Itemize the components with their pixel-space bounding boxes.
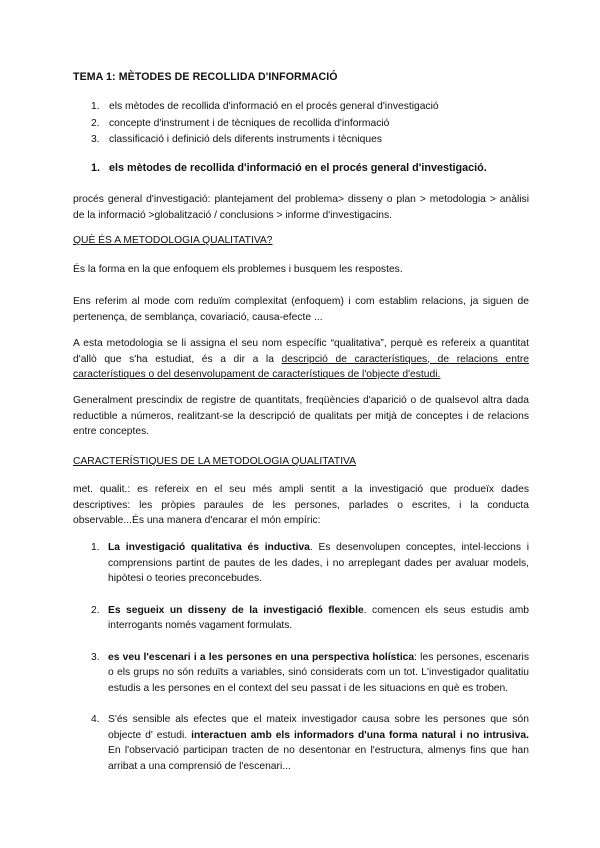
heading-que-es: QUÈ ÉS A METODOLOGIA QUALITATIVA?	[73, 235, 273, 246]
toc-item-text: classificació i definició dels diferents instruments i tècniques	[109, 134, 382, 145]
list-item: 4. S'és sensible als efectes que el mateix investigador causa sobre les persones que són objecte d' estudi. interactuen amb els informadors d'una forma natural i no intrusiva. En l'observació participan tracten de no desentonar en l'estructura, almenys fins que han arribat a una comprensió de l'escenari...	[91, 714, 529, 772]
paragraph-ens-referim: Ens referim al mode com reduïm complexitat (enfoquem) i com establim relacions, ja siguen de pertenença, de semblança, covariació, causa-efecte ...	[73, 296, 529, 323]
toc-item-text: els mètodes de recollida d'informació en el procés general d'investigació	[109, 101, 439, 112]
section-heading: 1. els mètodes de recollida d'informació en el procés general d'investigació.	[91, 162, 487, 174]
paragraph-generalment: Generalment prescindix de registre de quantitats, freqüències d'aparició o de qualsevol altra dada reductible a números, realitzant-se la descripció de qualitats per mitjà de conceptes i de relacions entre conceptes.	[73, 395, 529, 437]
toc-item-text: concepte d'instrument i de tècniques de recollida d'informació	[109, 117, 390, 129]
underlined-definition: descripció de característiques, de relacions entre característiques o del desenvolupament de característiques de l'objecte d'estudi.	[73, 353, 529, 380]
table-of-contents	[91, 99, 439, 149]
heading-caracteristiques: CARACTERÍSTIQUES DE LA METODOLOGIA QUALITATIVA	[73, 456, 357, 467]
paragraph-esta-metodologia: A esta metodologia se li assigna el seu nom específic “qualitativa”, perquè es refereix a quantitat d'allò que s'ha estudiat, és a dir a la descripció de característiques, de relacions entre característiques o del desenvolupament de característiques de l'objecte d'estudi.	[73, 338, 529, 380]
toc-item: 2. concepte d'instrument i de tècniques de recollida d'informació	[91, 117, 390, 129]
list-item: 1. La investigació qualitativa és inductiva. Es desenvolupen conceptes, intel·leccions i comprensions partint de pautes de les dades, i no arreplegant dades per avaluar models, hipòtesi o teories preconcebudes.	[91, 542, 529, 584]
toc-item: 3. classificació i definició dels diferents instruments i tècniques	[91, 134, 382, 145]
list-item: 3. es veu l'escenari i a les persones en una perspectiva holística: les persones, escenaris o els grups no són reduïts a variables, sinó considerats com un tot. L'investigador qualitatiu estudis a les persones en el context del seu passat i de les situacions en què es troben.	[91, 651, 529, 694]
list-item: 2. Es segueix un disseny de la investigació flexible. comencen els seus estudis amb interrogants només vagament formulats.	[91, 604, 529, 631]
page-title: TEMA 1: MÈTODES DE RECOLLIDA D'INFORMACIÓ	[73, 71, 338, 83]
characteristics-list	[91, 540, 529, 790]
toc-item: 1. els mètodes de recollida d'informació en el procés general d'investigació	[91, 101, 439, 112]
paragraph-forma: És la forma en la que enfoquem els problemes i busquem les respostes.	[73, 264, 403, 275]
paragraph-proces: procés general d'investigació: plantejament del problema> disseny o plan > metodologia > anàlisi de la informació >globalització / conclusions > informe d'investigacins.	[73, 194, 529, 221]
paragraph-met-qualit: met. qualit.: es refereix en el seu més ampli sentit a la investigació que produeïx dades descriptives: les pròpies paraules de les persones, parlades o escrites, i la conducta observable...És una manera d'encarar el món empíric:	[73, 484, 529, 526]
